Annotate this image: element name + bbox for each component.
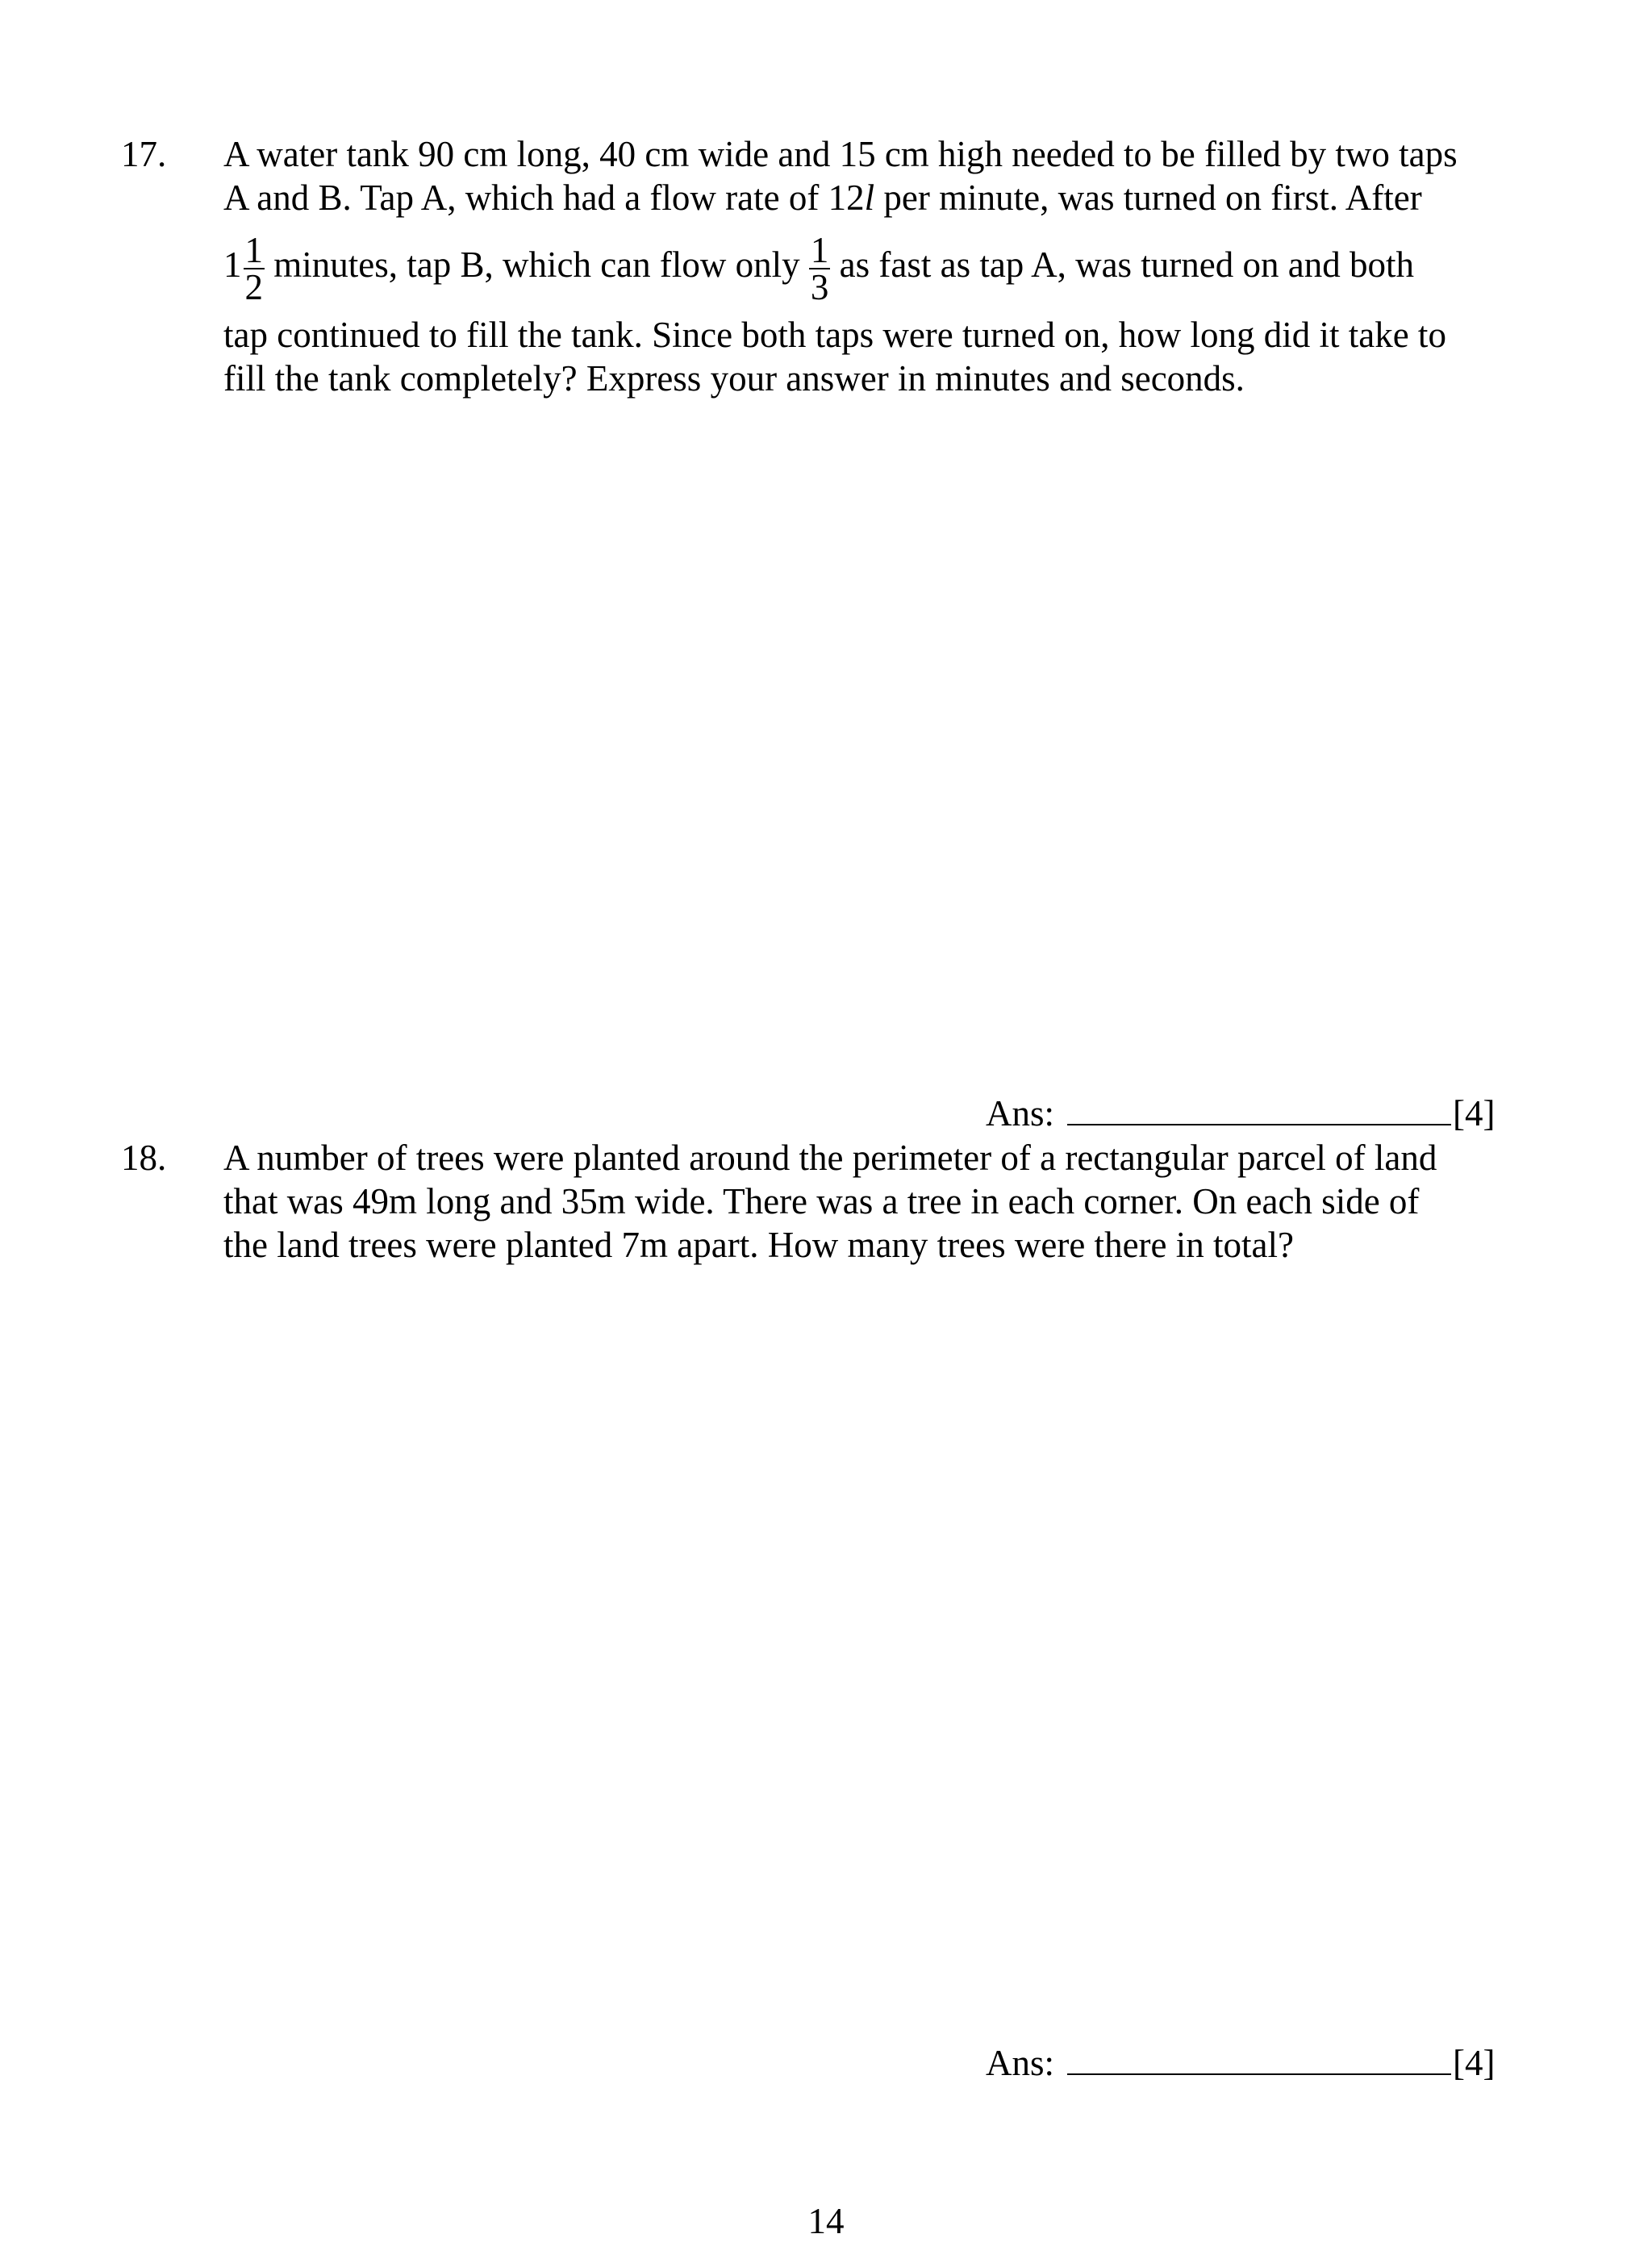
question-17-line-2: [223, 176, 1422, 219]
litre-unit: l: [864, 177, 875, 218]
question-17-number: 17.: [121, 134, 167, 174]
answer-label: Ans:: [986, 1093, 1055, 1134]
fraction-denominator: 2: [244, 266, 263, 307]
question-17-line-1: A water tank 90 cm long, 40 cm wide and 15 cm high needed to be filled by two taps: [223, 134, 1458, 174]
answer-blank-line[interactable]: [1067, 2041, 1451, 2075]
question-18-line-1: A number of trees were planted around the perimeter of a rectangular parcel of land: [223, 1138, 1437, 1178]
answer-blank-line[interactable]: [1067, 1092, 1451, 1125]
mixed-number-fraction: [244, 229, 265, 307]
question-18-line-2: that was 49m long and 35m wide. There was a tree in each corner. On each side of: [223, 1181, 1420, 1221]
one-third-fraction: [809, 229, 831, 307]
question-17-line-2-text-a: A and B. Tap A, which had a flow rate of 12: [223, 177, 865, 218]
fraction-denominator: 3: [810, 266, 829, 307]
question-18-number: 18.: [121, 1138, 167, 1178]
question-17-answer: [986, 1092, 1496, 1135]
question-17-line-3-text-b: as fast as tap A, was turned on and both: [830, 244, 1414, 285]
question-17-line-3: [223, 224, 1414, 305]
question-18-line-3: the land trees were planted 7m apart. How many trees were there in total?: [223, 1225, 1294, 1265]
fraction-numerator: 1: [244, 229, 263, 270]
mixed-number-whole: 1: [223, 244, 242, 285]
answer-label: Ans:: [986, 2043, 1055, 2083]
marks-label: [4]: [1453, 2043, 1496, 2083]
fraction-numerator: 1: [810, 229, 829, 270]
page-number: 14: [807, 2201, 845, 2241]
marks-label: [4]: [1453, 1093, 1496, 1134]
question-17-line-4: tap continued to fill the tank. Since both taps were turned on, how long did it take to: [223, 315, 1446, 355]
question-17-line-3-text-a: minutes, tap B, which can flow only: [265, 244, 809, 285]
question-17-line-2-text-b: per minute, was turned on first. After: [874, 177, 1422, 218]
question-18-answer: [986, 2041, 1496, 2085]
question-17-line-5: fill the tank completely? Express your answer in minutes and seconds.: [223, 358, 1245, 399]
